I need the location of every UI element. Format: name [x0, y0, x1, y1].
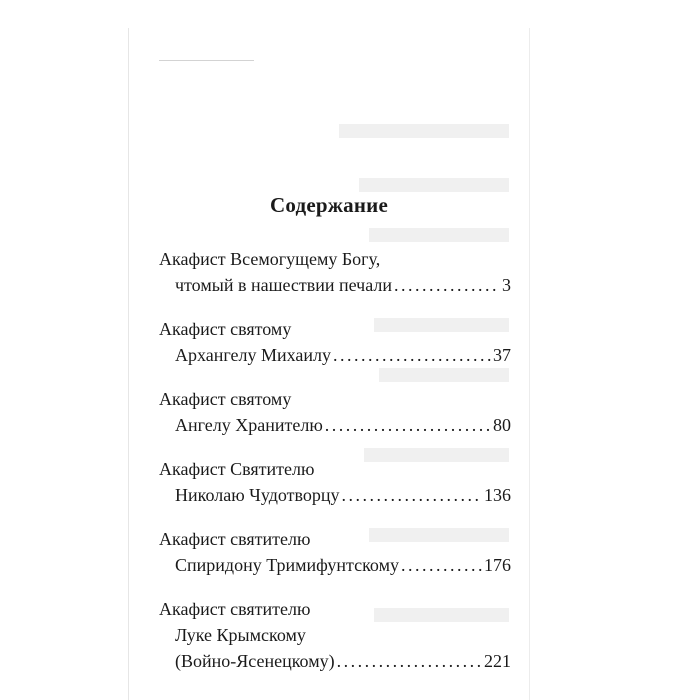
book-page: [128, 28, 530, 700]
toc-entry-leader-line: [159, 552, 511, 578]
toc-entry-subtitle: Николаю Чудотворцу: [175, 485, 340, 505]
toc-page-number: 37: [493, 345, 511, 365]
toc-page-number: 176: [484, 555, 511, 575]
dot-leader: [337, 648, 482, 674]
toc-entry-subtitle: Архангелу Михаилу: [175, 345, 332, 365]
toc-entry-subtitle: Ангелу Хранителю: [175, 415, 323, 435]
toc-page-number: 221: [484, 651, 511, 671]
page-title: Содержание: [270, 193, 388, 217]
dot-leader: [342, 482, 482, 508]
dot-leader: [333, 342, 491, 368]
toc-entry-heading: Акафист святителю: [159, 599, 311, 619]
toc-entry-subtitle: Луке Крымскому: [175, 625, 306, 645]
toc-entry: [159, 456, 511, 508]
toc-entry-heading: Акафист святому: [159, 389, 292, 409]
bleed-through: [339, 124, 509, 138]
toc-entry-subtitle: Спиридону Тримифунтскому: [175, 555, 399, 575]
toc-page-number: 3: [502, 275, 511, 295]
dot-leader: [325, 412, 491, 438]
toc-entry-leader-line: [159, 272, 511, 298]
toc-entry: [159, 596, 511, 674]
bleed-through: [359, 178, 509, 192]
table-of-contents: [159, 246, 511, 674]
toc-page-number: 80: [493, 415, 511, 435]
toc-entry-leader-line: [159, 482, 511, 508]
toc-page-number: 136: [484, 485, 511, 505]
toc-entry-heading: Акафист святому: [159, 319, 292, 339]
toc-entry-leader-line: [159, 412, 511, 438]
toc-entry-heading: Акафист Святителю: [159, 459, 315, 479]
dot-leader: [394, 272, 500, 298]
toc-entry: [159, 526, 511, 578]
bleed-through: [369, 228, 509, 242]
header-rule: [159, 60, 254, 61]
toc-entry-subtitle: (Войно-Ясенецкому): [175, 651, 335, 671]
toc-entry-heading: Акафист святителю: [159, 529, 311, 549]
toc-entry-leader-line: [159, 342, 511, 368]
toc-entry: [159, 386, 511, 438]
toc-entry-subtitle: чтомый в нашествии печали: [175, 275, 392, 295]
toc-entry: [159, 316, 511, 368]
dot-leader: [401, 552, 482, 578]
toc-entry-leader-line: [159, 648, 511, 674]
toc-entry-heading: Акафист Всемогущему Богу,: [159, 249, 381, 269]
toc-entry: [159, 246, 511, 298]
